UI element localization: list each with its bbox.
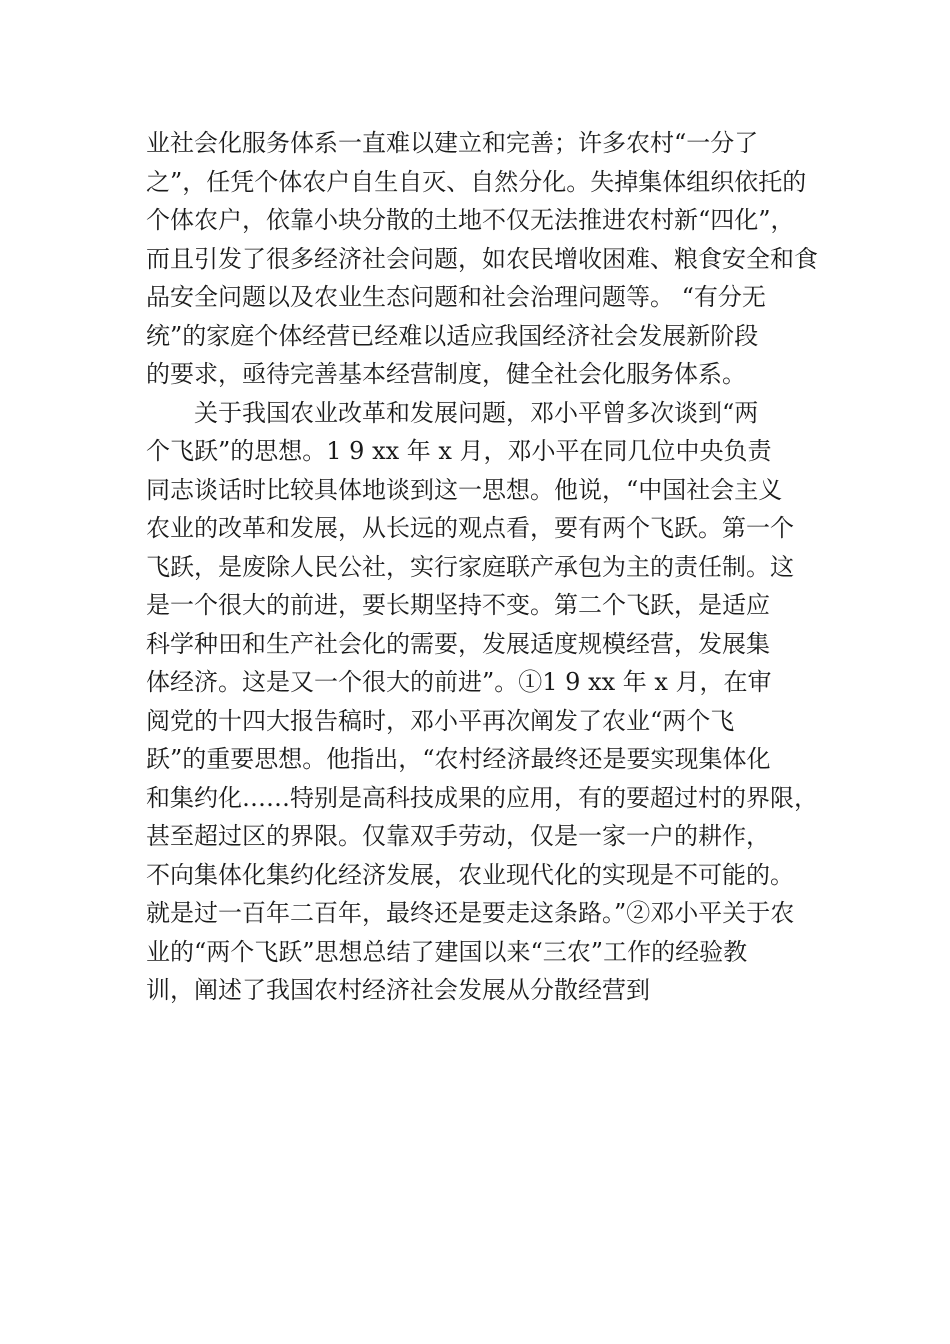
text-line: 之”，任凭个体农户自生自灭、自然分化。失掉集体组织依托的 [146,167,807,196]
text-line: 科学种田和生产社会化的需要，发展适度规模经营，发展集 [146,629,770,658]
text-line: 农业的改革和发展，从长远的观点看，要有两个飞跃。第一个 [146,514,794,542]
text-line: 业社会化服务体系一直难以建立和完善；许多农村“一分了 [146,129,759,157]
text-line: 统”的家庭个体经营已经难以适应我国经济社会发展新阶段 [146,321,759,350]
text-line: 而且引发了很多经济社会问题，如农民增收困难、粮食安全和食 [146,244,818,273]
text-line: 关于我国农业改革和发展问题，邓小平曾多次谈到“两 [194,398,759,427]
text-line: 跃”的重要思想。他指出，“农村经济最终还是要实现集体化 [146,745,771,773]
paragraph-1 [146,124,816,394]
body-text [146,124,816,1010]
text-line: 同志谈话时比较具体地谈到这一思想。他说，“中国社会主义 [146,475,783,504]
paragraph-2 [146,394,816,1010]
text-line: 品安全问题以及农业生态问题和社会治理问题等。 “有分无 [146,283,766,311]
text-line: 飞跃，是废除人民公社，实行家庭联产承包为主的责任制。这 [146,552,794,581]
text-line: 训，阐述了我国农村经济社会发展从分散经营到 [146,976,650,1004]
text-line: 就是过一百年二百年，最终还是要走这条路。”②邓小平关于农 [146,899,795,927]
text-line: 阅党的十四大报告稿时，邓小平再次阐发了农业“两个飞 [146,706,735,735]
text-line: 业的“两个飞跃”思想总结了建国以来“三农”工作的经验教 [146,937,748,966]
text-line: 和集约化……特别是高科技成果的应用，有的要超过村的界限， [146,783,818,812]
text-line: 个飞跃”的思想。1 9 xx 年 x 月，邓小平在同几位中央负责 [146,437,772,465]
text-line: 是一个很大的前进，要长期坚持不变。第二个飞跃，是适应 [146,591,770,619]
text-line: 体经济。这是又一个很大的前进”。①1 9 xx 年 x 月，在审 [146,668,772,696]
text-line: 不向集体化集约化经济发展，农业现代化的实现是不可能的。 [146,860,794,889]
text-line: 甚至超过区的界限。仅靠双手劳动，仅是一家一户的耕作， [146,822,770,850]
text-line: 的要求，亟待完善基本经营制度，健全社会化服务体系。 [146,360,746,388]
text-line: 个体农户，依靠小块分散的土地不仅无法推进农村新“四化”， [146,206,795,234]
